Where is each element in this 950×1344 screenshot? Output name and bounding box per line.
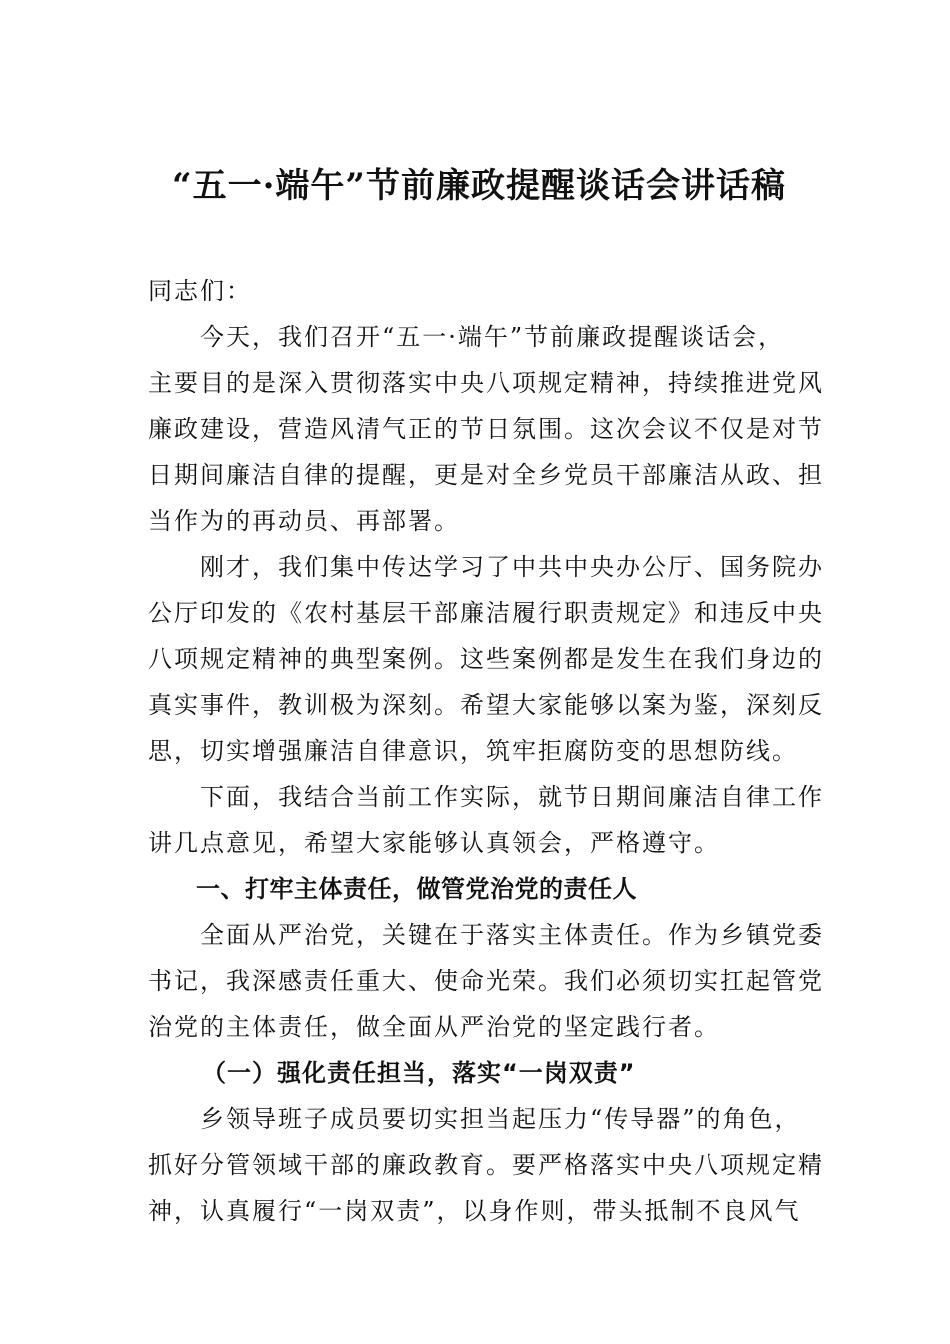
- paragraph-responsibility: [148, 912, 824, 1050]
- paragraph-line: 廉政建设，营造风清气正的节日氛围。这次会议不仅是对节: [148, 415, 824, 443]
- paragraph-line: 真实事件，教训极为深刻。希望大家能够以案为鉴，深刻反: [148, 691, 824, 719]
- salutation: 同志们：: [148, 277, 252, 305]
- section-heading-1: 一、打牢主体责任，做管党治党的责任人: [196, 875, 637, 903]
- paragraph-line: 神，认真履行“一岗双责”，以身作则，带头抵制不良风气: [148, 1197, 801, 1225]
- paragraph-line: 书记，我深感责任重大、使命光荣。我们必须切实扛起管党: [148, 967, 824, 995]
- paragraph-intro: [148, 774, 824, 866]
- paragraph-opening: [148, 314, 824, 544]
- paragraph-line: 治党的主体责任，做全面从严治党的坚定践行者。: [148, 1013, 720, 1041]
- paragraph-leadership: [148, 1096, 824, 1234]
- paragraph-line: 全面从严治党，关键在于落实主体责任。作为乡镇党委: [200, 921, 824, 949]
- paragraph-line: 思，切实增强廉洁自律意识，筑牢拒腐防变的思想防线。: [148, 737, 798, 765]
- paragraph-line: 日期间廉洁自律的提醒，更是对全乡党员干部廉洁从政、担: [148, 461, 824, 489]
- paragraph-line: 主要目的是深入贯彻落实中央八项规定精神，持续推进党风: [148, 369, 824, 397]
- paragraph-line: 当作为的再动员、再部署。: [148, 507, 460, 535]
- paragraph-line: 抓好分管领域干部的廉政教育。要严格落实中央八项规定精: [148, 1151, 824, 1179]
- paragraph-line: 讲几点意见，希望大家能够认真领会，严格遵守。: [148, 829, 720, 857]
- paragraph-line: 乡领导班子成员要切实担当起压力“传导器”的角色，: [200, 1105, 801, 1133]
- paragraph-line: 下面，我结合当前工作实际，就节日期间廉洁自律工作: [200, 783, 824, 811]
- paragraph-line: 刚才，我们集中传达学习了中共中央办公厅、国务院办: [200, 553, 824, 581]
- paragraph-line: 八项规定精神的典型案例。这些案例都是发生在我们身边的: [148, 645, 824, 673]
- subsection-heading-1: （一）强化责任担当，落实“一岗双责”: [202, 1059, 636, 1087]
- paragraph-line: 公厅印发的《农村基层干部廉洁履行职责规定》和违反中央: [148, 599, 824, 627]
- paragraph-line: 今天，我们召开“五一·端午”节前廉政提醒谈话会，: [200, 323, 785, 351]
- document-title: “五一·端午”节前廉政提醒谈话会讲话稿: [172, 166, 786, 206]
- paragraph-study: [148, 544, 824, 774]
